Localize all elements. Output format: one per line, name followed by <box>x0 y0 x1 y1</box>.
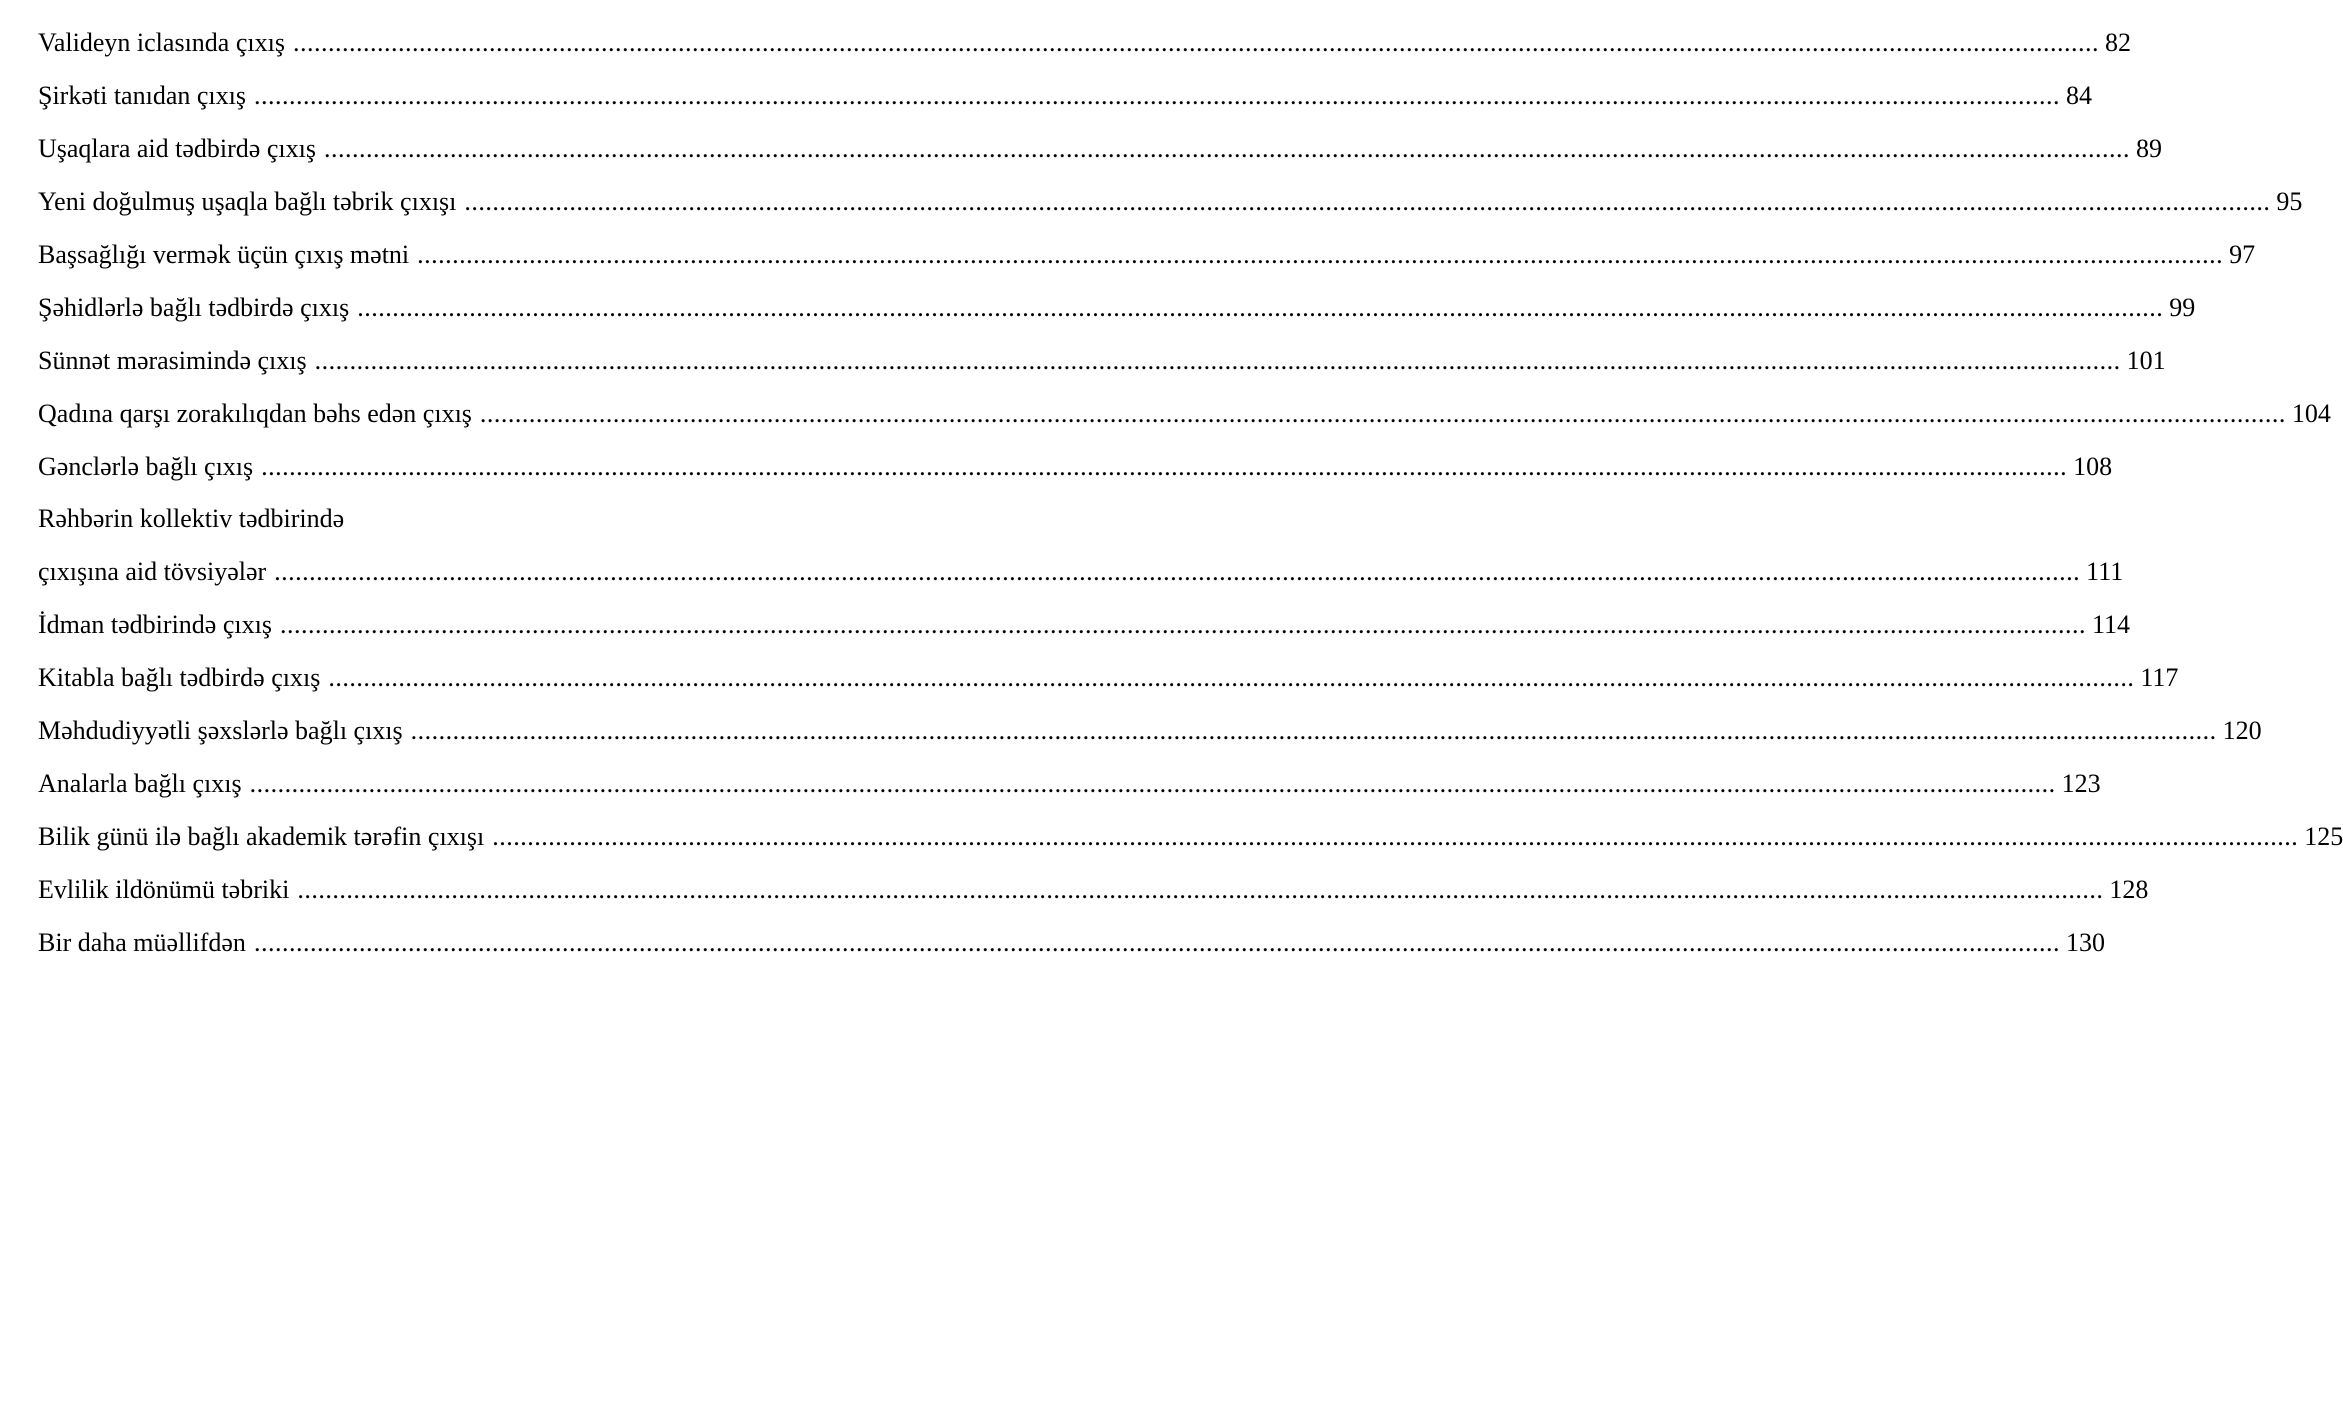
toc-entry[interactable] <box>38 123 2162 176</box>
toc-entry[interactable] <box>38 757 2101 810</box>
toc-entry[interactable] <box>38 599 2130 652</box>
toc-dot-leader: .................................................................................................................................................................................................................................................................. <box>417 240 2224 269</box>
toc-page-number: 123 <box>2061 768 2101 798</box>
toc-dot-leader: .................................................................................................................................................................................................................................................................. <box>253 927 2060 957</box>
toc-entry-title: çıxışına aid tövsiyələr <box>38 557 267 587</box>
toc-entry-title: Bilik günü ilə bağlı akademik tərəfin çıxışı <box>38 821 485 851</box>
toc-page-number: 114 <box>2091 610 2130 640</box>
toc-entry-title: Məhdudiyyətli şəxslərlə bağlı çıxış <box>38 716 403 746</box>
toc-entry-title: Başsağlığı vermək üçün çıxış mətni <box>38 240 410 269</box>
toc-dot-leader: .................................................................................................................................................................................................................................................................. <box>253 81 2060 111</box>
toc-entry[interactable] <box>38 916 2105 969</box>
toc-entry[interactable] <box>38 705 2262 758</box>
toc-entry-title: Uşaqlara aid tədbirdə çıxış <box>38 134 316 164</box>
toc-entry-title: Şəhidlərlə bağlı tədbirdə çıxış <box>38 292 350 322</box>
toc-entry-title: Sünnət mərasimində çıxış <box>38 345 307 375</box>
toc-page-number: 108 <box>2073 451 2113 481</box>
toc-page-number: 117 <box>2140 663 2179 693</box>
toc-dot-leader: .................................................................................................................................................................................................................................................................. <box>249 768 2056 798</box>
toc-entry-title: Gənclərlə bağlı çıxış <box>38 451 254 481</box>
toc-entry[interactable] <box>38 176 2303 229</box>
toc-entry[interactable] <box>38 334 2166 387</box>
toc-dot-leader: .................................................................................................................................................................................................................................................................. <box>279 610 2086 640</box>
toc-entry-continued[interactable] <box>38 493 1013 546</box>
toc-entry[interactable] <box>38 281 2196 334</box>
toc-page-number: 104 <box>2291 398 2331 428</box>
toc-entry[interactable] <box>38 229 2256 282</box>
toc-dot-leader: .................................................................................................................................................................................................................................................................. <box>261 451 2068 481</box>
toc-dot-leader: .................................................................................................................................................................................................................................................................. <box>492 821 2299 851</box>
toc-page-number: 130 <box>2065 927 2105 957</box>
toc-page-number: 82 <box>2104 28 2131 58</box>
toc-entry-title: Bir daha müəllifdən <box>38 927 246 957</box>
toc-dot-leader: .................................................................................................................................................................................................................................................................. <box>274 557 2081 587</box>
toc-dot-leader: .................................................................................................................................................................................................................................................................. <box>328 663 2135 693</box>
toc-entry-title: İdman tədbirində çıxış <box>38 610 272 640</box>
toc-entry-title: Yeni doğulmuş uşaqla bağlı təbrik çıxışı <box>38 187 457 217</box>
toc-dot-leader: .................................................................................................................................................................................................................................................................. <box>292 28 2099 58</box>
toc-entry-title: Valideyn iclasında çıxış <box>38 28 285 58</box>
toc-entry[interactable] <box>38 17 2131 70</box>
toc-entry[interactable] <box>38 863 2149 916</box>
toc-entry-title: Kitabla bağlı tədbirdə çıxış <box>38 663 321 693</box>
toc-page-number: 97 <box>2229 240 2256 269</box>
toc-entry[interactable] <box>38 440 2113 493</box>
toc-page-number: 95 <box>2276 187 2303 217</box>
toc-entry[interactable] <box>38 652 2179 705</box>
toc-dot-leader: .................................................................................................................................................................................................................................................................. <box>410 716 2217 746</box>
toc-entry-title: Rəhbərin kollektiv tədbirində <box>38 504 345 534</box>
toc-entry[interactable] <box>38 810 2343 863</box>
toc-entry[interactable] <box>38 546 2124 599</box>
toc-entry[interactable] <box>38 70 2092 123</box>
toc-page-number: 84 <box>2065 81 2092 111</box>
toc-dot-leader: .................................................................................................................................................................................................................................................................. <box>297 874 2104 904</box>
toc-page-number: 120 <box>2222 716 2262 746</box>
toc-page-number: 125 <box>2304 821 2343 851</box>
toc-entry-title: Evlilik ildönümü təbriki <box>38 874 290 904</box>
toc-page-number: 101 <box>2126 345 2166 375</box>
toc-dot-leader: .................................................................................................................................................................................................................................................................. <box>314 345 2121 375</box>
toc-dot-leader: .................................................................................................................................................................................................................................................................. <box>323 134 2130 164</box>
toc-entry-title: Analarla bağlı çıxış <box>38 768 242 798</box>
toc-dot-leader: .................................................................................................................................................................................................................................................................. <box>357 292 2164 322</box>
toc-dot-leader: .................................................................................................................................................................................................................................................................. <box>464 187 2271 217</box>
toc-entry-title: Qadına qarşı zorakılıqdan bəhs edən çıxış <box>38 398 472 428</box>
toc-entry-title: Şirkəti tanıdan çıxış <box>38 81 246 111</box>
toc-page-number: 89 <box>2135 134 2162 164</box>
toc-page-number: 111 <box>2086 557 2124 587</box>
toc-dot-leader: .................................................................................................................................................................................................................................................................. <box>479 398 2286 428</box>
toc-page-number: 128 <box>2109 874 2149 904</box>
table-of-contents <box>38 17 2343 969</box>
toc-entry[interactable] <box>38 387 2331 440</box>
toc-page-number: 99 <box>2169 292 2196 322</box>
